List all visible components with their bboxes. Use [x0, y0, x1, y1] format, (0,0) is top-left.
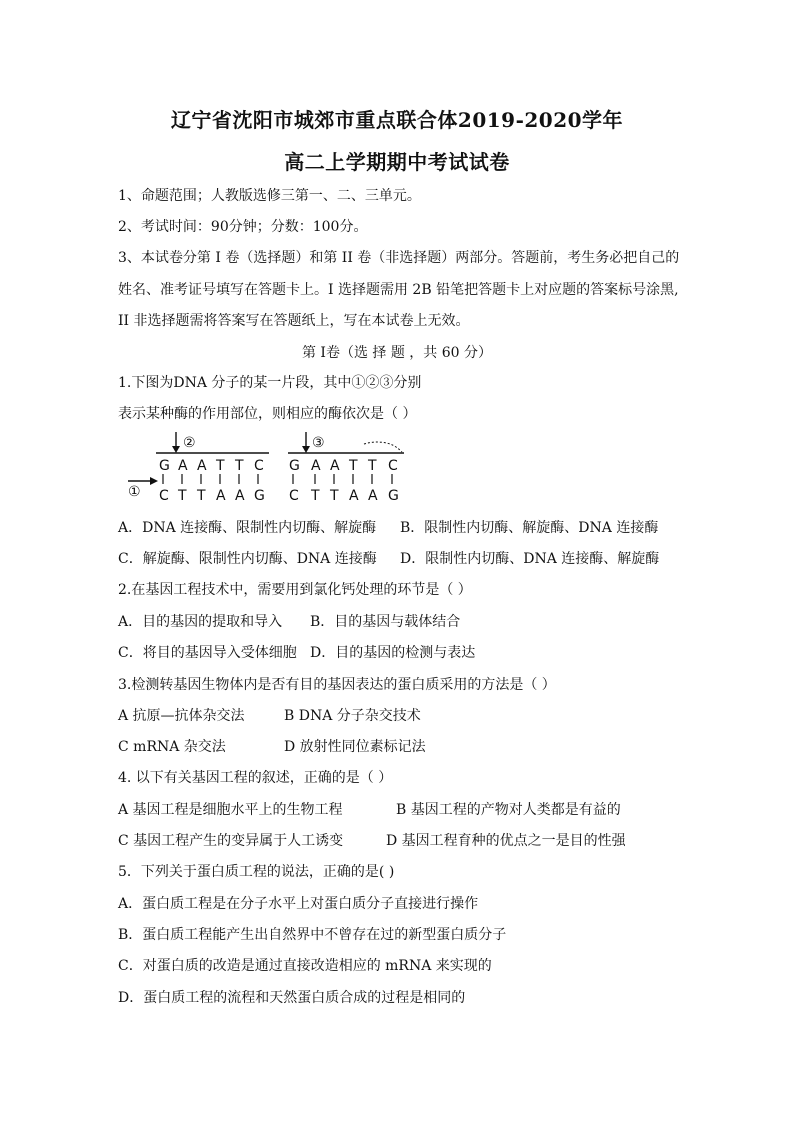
instruction-2: 2、考试时间：90分钟；分数：100分。: [118, 219, 368, 235]
base-bottom-right-4: A: [349, 488, 359, 504]
question-4-option-b: B 基因工程的产物对人类都是有益的: [396, 802, 621, 818]
bonds-left: [163, 474, 258, 484]
base-bottom-right-6: G: [388, 488, 399, 504]
question-1-option-a: A．DNA 连接酶、限制性内切酶、解旋酶: [118, 520, 377, 536]
question-5-option-b: B．蛋白质工程能产生出自然界中不曾存在过的新型蛋白质分子: [118, 927, 507, 943]
arrow-2-head: [172, 446, 180, 453]
arrow-1-head: [150, 477, 158, 485]
question-5-option-c: C．对蛋白质的改造是通过直接改造相应的 mRNA 来实现的: [118, 958, 492, 974]
question-5-option-a: A．蛋白质工程是在分子水平上对蛋白质分子直接进行操作: [118, 896, 479, 912]
instruction-3-cont-1: 姓名、准考证号填写在答题卡上。I 选择题需用 2B 铅笔把答题卡上对应题的答案标号涂黑,: [118, 282, 679, 298]
base-top-right-6: C: [388, 458, 398, 474]
exam-title: 辽宁省沈阳市城郊市重点联合体2019-2020学年: [170, 108, 624, 132]
marker-1: ①: [128, 484, 141, 500]
base-top-right-3: A: [330, 458, 340, 474]
question-1-option-c: C．解旋酶、限制性内切酶、DNA 连接酶: [118, 551, 377, 567]
base-bottom-left-2: T: [178, 488, 187, 504]
bonds-right: [293, 474, 392, 484]
base-bottom-left-6: G: [254, 488, 265, 504]
question-5-option-d: D．蛋白质工程的流程和天然蛋白质合成的过程是相同的: [118, 990, 466, 1006]
base-bottom-left-1: C: [159, 488, 169, 504]
base-bottom-right-5: A: [368, 488, 378, 504]
dotted-overhang: [364, 442, 402, 452]
base-top-left-1: G: [159, 458, 170, 474]
question-2-option-d: D．目的基因的检测与表达: [310, 645, 476, 661]
question-2-stem: 2.在基因工程技术中，需要用到氯化钙处理的环节是（ ）: [118, 582, 472, 598]
base-bottom-right-3: T: [330, 488, 339, 504]
dna-fragment-figure: [126, 430, 416, 510]
base-bottom-left-3: T: [197, 488, 206, 504]
base-top-left-3: A: [197, 458, 207, 474]
arrow-3-head: [302, 446, 310, 453]
base-top-left-6: C: [254, 458, 264, 474]
section-header: 第 I卷（选 择 题 ，共 60 分）: [301, 345, 493, 361]
instruction-1: 1、命题范围；人教版选修三第一、二、三单元。: [118, 188, 421, 204]
question-4-option-a: A 基因工程是细胞水平上的生物工程: [118, 802, 343, 818]
question-2-option-c: C．将目的基因导入受体细胞: [118, 645, 297, 661]
question-3-option-a: A 抗原—抗体杂交法: [118, 708, 245, 724]
question-4-stem: 4. 以下有关基因工程的叙述，正确的是（ ）: [118, 770, 393, 786]
question-4-option-d: D 基因工程育种的优点之一是目的性强: [386, 833, 626, 849]
base-top-left-2: A: [178, 458, 188, 474]
question-3-option-d: D 放射性同位素标记法: [284, 739, 426, 755]
base-bottom-left-4: A: [216, 488, 226, 504]
question-1-stem-cont: 表示某种酶的作用部位，则相应的酶依次是（ ）: [118, 406, 417, 422]
base-top-right-5: T: [368, 458, 377, 474]
question-3-stem: 3.检测转基因生物体内是否有目的基因表达的蛋白质采用的方法是（ ）: [118, 677, 556, 693]
base-top-left-4: T: [216, 458, 225, 474]
question-4-option-c: C 基因工程产生的变异属于人工诱变: [118, 833, 344, 849]
instruction-3-cont-2: II 非选择题需将答案写在答题纸上，写在本试卷上无效。: [118, 313, 470, 329]
base-top-right-1: G: [289, 458, 300, 474]
question-5-stem: 5．下列关于蛋白质工程的说法，正确的是( ): [118, 864, 395, 880]
marker-3: ③: [312, 435, 325, 451]
marker-2: ②: [183, 435, 196, 451]
base-bottom-right-2: T: [311, 488, 320, 504]
question-3-option-c: C mRNA 杂交法: [118, 739, 226, 755]
base-bottom-left-5: A: [235, 488, 245, 504]
question-1-option-d: D．限制性内切酶、DNA 连接酶、解旋酶: [400, 551, 660, 567]
base-top-left-5: T: [235, 458, 244, 474]
instruction-3: 3、本试卷分第 I 卷（选择题）和第 II 卷（非选择题）两部分。答题前，考生务必把自己的: [118, 250, 680, 266]
question-3-option-b: B DNA 分子杂交技术: [284, 708, 421, 724]
question-2-option-a: A．目的基因的提取和导入: [118, 614, 283, 630]
base-bottom-right-1: C: [289, 488, 299, 504]
base-top-right-4: T: [349, 458, 358, 474]
base-top-right-2: A: [311, 458, 321, 474]
question-2-option-b: B．目的基因与载体结合: [310, 614, 461, 630]
question-1-stem: 1.下图为DNA 分子的某一片段，其中①②③分别: [118, 375, 422, 391]
question-1-option-b: B．限制性内切酶、解旋酶、DNA 连接酶: [400, 520, 659, 536]
exam-subtitle: 高二上学期期中考试试卷: [284, 150, 510, 174]
